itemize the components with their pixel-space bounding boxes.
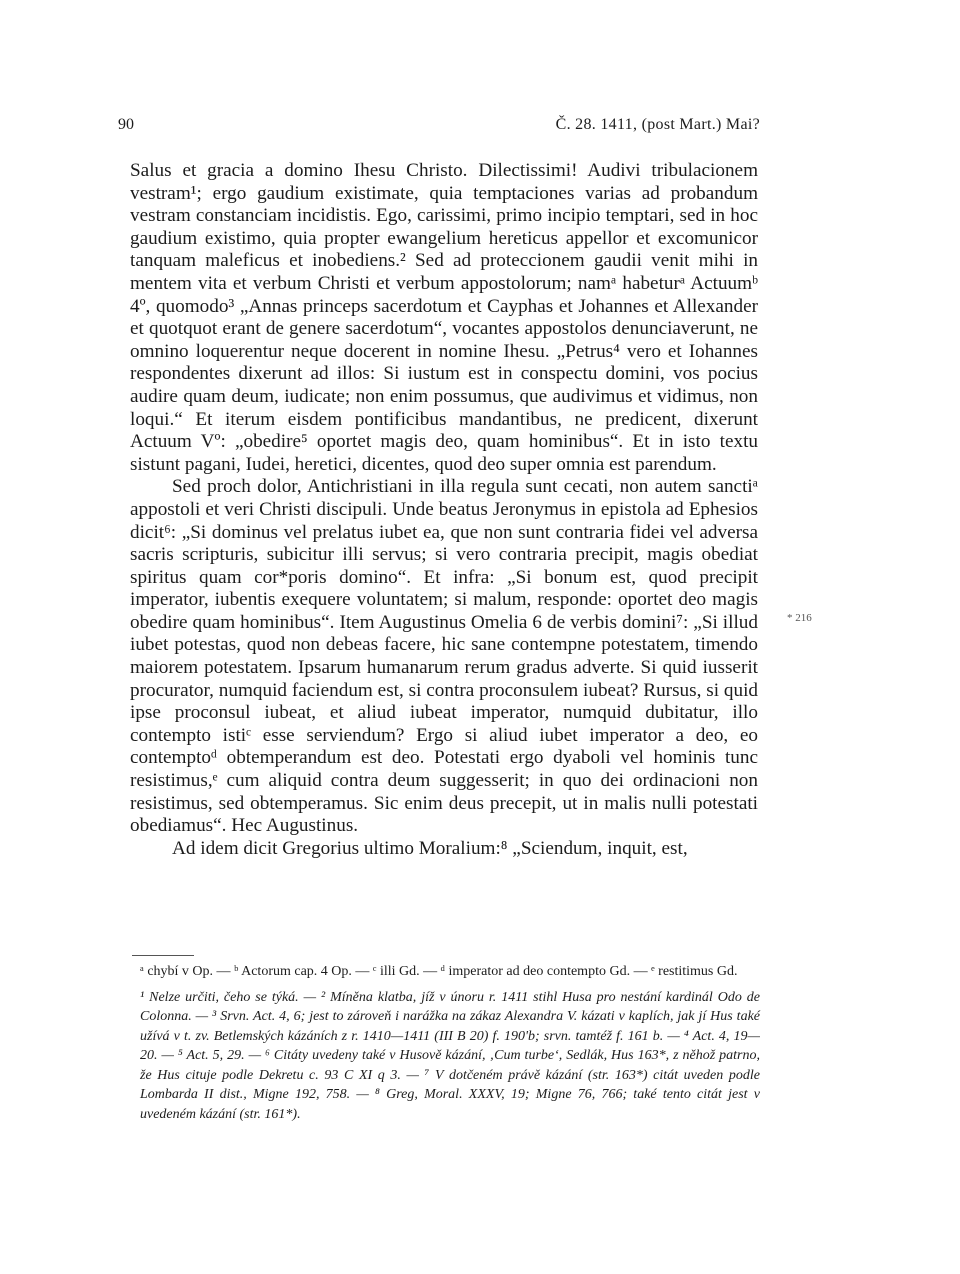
critical-apparatus: ᵃ chybí v Op. — ᵇ Actorum cap. 4 Op. — ᶜ illi Gd. — ᵈ imperator ad deo contempto Gd. — ᵉ restitimus Gd. (140, 964, 738, 979)
running-head: Č. 28. 1411, (post Mart.) Mai? (555, 116, 760, 133)
footnotes (140, 962, 760, 1124)
main-text (130, 160, 758, 860)
paragraph: Salus et gracia a domino Ihesu Christo. Dilectissimi! Audivi tribulacionem vestram¹; ergo gaudium existimate, quia temptaciones varias ad probandum vestram constanciam incidistis. Ego, carissimi, primo incipio temptari, sed in hoc gaudium existimo, quia propter ewangelium hereticus appellor et excomunicor tanquam maleficus et inobediens.² Sed ad proteccionem gaudii venit mihi in mentem vita et verbum Christi et verbum appostolorum; namᵃ habeturᵃ Actuumᵇ 4º, quomodo³ „Annas princeps sacerdotum et Cayphas et Johannes et Allexander et quotquot erant de genere sacerdotum“, vocantes appostolos denunciaverunt, ne omnino loquerentur neque docerent in nomine Ihesu. „Petrus⁴ vero et Iohannes respondentes dixerunt ad illos: Si iustum est in conspectu domini, vos pocius audire quam deum, iudicate; non enim possumus, que audivimus et vidimus, non loqui.“ Et iterum eisdem pontificibus mandantibus, ne predicent, dixerunt Actuum Vº: „obedire⁵ oportet magis deo, quam hominibus“. Et in isto textu sistunt pagani, Iudei, heretici, dicentes, quod deo super omnia est parendum. (130, 160, 758, 475)
paragraph: Ad idem dicit Gregorius ultimo Moralium:⁸ „Sciendum, inquit, est, (172, 837, 688, 859)
folio-margin-note: * 216 (787, 612, 812, 624)
page-number: 90 (118, 116, 134, 133)
footnote-separator (132, 955, 194, 956)
paragraph: Sed proch dolor, Antichristiani in illa regula sunt cecati, non autem sanctiᵃ appostoli et veri Christi discipuli. Unde beatus Jeronymus in epistola ad Ephesios dicit⁶: „Si dominus vel prelatus iubet ea, que non sunt contraria fidei vel adversa sacris scripturis, subicitur illi servus; si vero contraria precipit, magis obediat spiritus quam cor*poris domino“. Et infra: „Si bonum est, quod precipit imperator, iubentis exequere voluntatem; si malum, responde: oportet deo magis obedire quam hominibus“. Item Augustinus Omelia 6 de verbis domini⁷: „Si illud iubet potestas, quod non debeas facere, hic sane contempne potestatem, timendo maiorem potestatem. Ipsarum humanarum rerum gradus adverte. Si quid iusserit procurator, numquid faciendum est, si contra proconsulem iubeat? Rursus, si quid ipse proconsul iubeat, et aliud iubeat imperator, numquid dubitatur, illo contempto istiᶜ esse serviendum? Ergo si aliud iubet imperator a deo, eo contemptoᵈ obtemperandum est deo. Potestati ergo dyaboli vel hominis tunc resistimus,ᵉ cum aliquid contra deum suggesserit; in quo dei ordinacioni non resistimus, sed obtemperamus. Sic enim deus precepit, ut in malis nulli potestati obediamus“. Hec Augustinus. (130, 476, 758, 837)
explanatory-notes: ¹ Nelze určiti, čeho se týká. — ² Míněna klatba, jíž v únoru r. 1411 stihl Husa pro nestání kardinál Odo de Colonna. — ³ Srvn. Act. 4, 6; jest to zároveň i narážka na zákaz Alexandra V. kázati v kaplích, jak jí Hus také užívá v t. zv. Betlemských kázáních z r. 1410—1411 (III B 20) f. 190'b; srvn. tamtéž f. 161 b. — ⁴ Act. 4, 19—20. — ⁵ Act. 5, 29. — ⁶ Citáty uvedeny také v Husově kázání, ‚Cum turbe‘, Sedlák, Hus 163*, z něhož patrno, že Hus cituje podle Dekretu c. 93 C XI q 3. — ⁷ V dotčeném právě kázání (str. 163*) citát uveden podle Lombarda II dist., Migne 192, 758. — ⁸ Greg, Moral. XXXV, 19; Migne 76, 766; také tento citát jest v uvedeném kázání (str. 161*). (140, 989, 760, 1122)
